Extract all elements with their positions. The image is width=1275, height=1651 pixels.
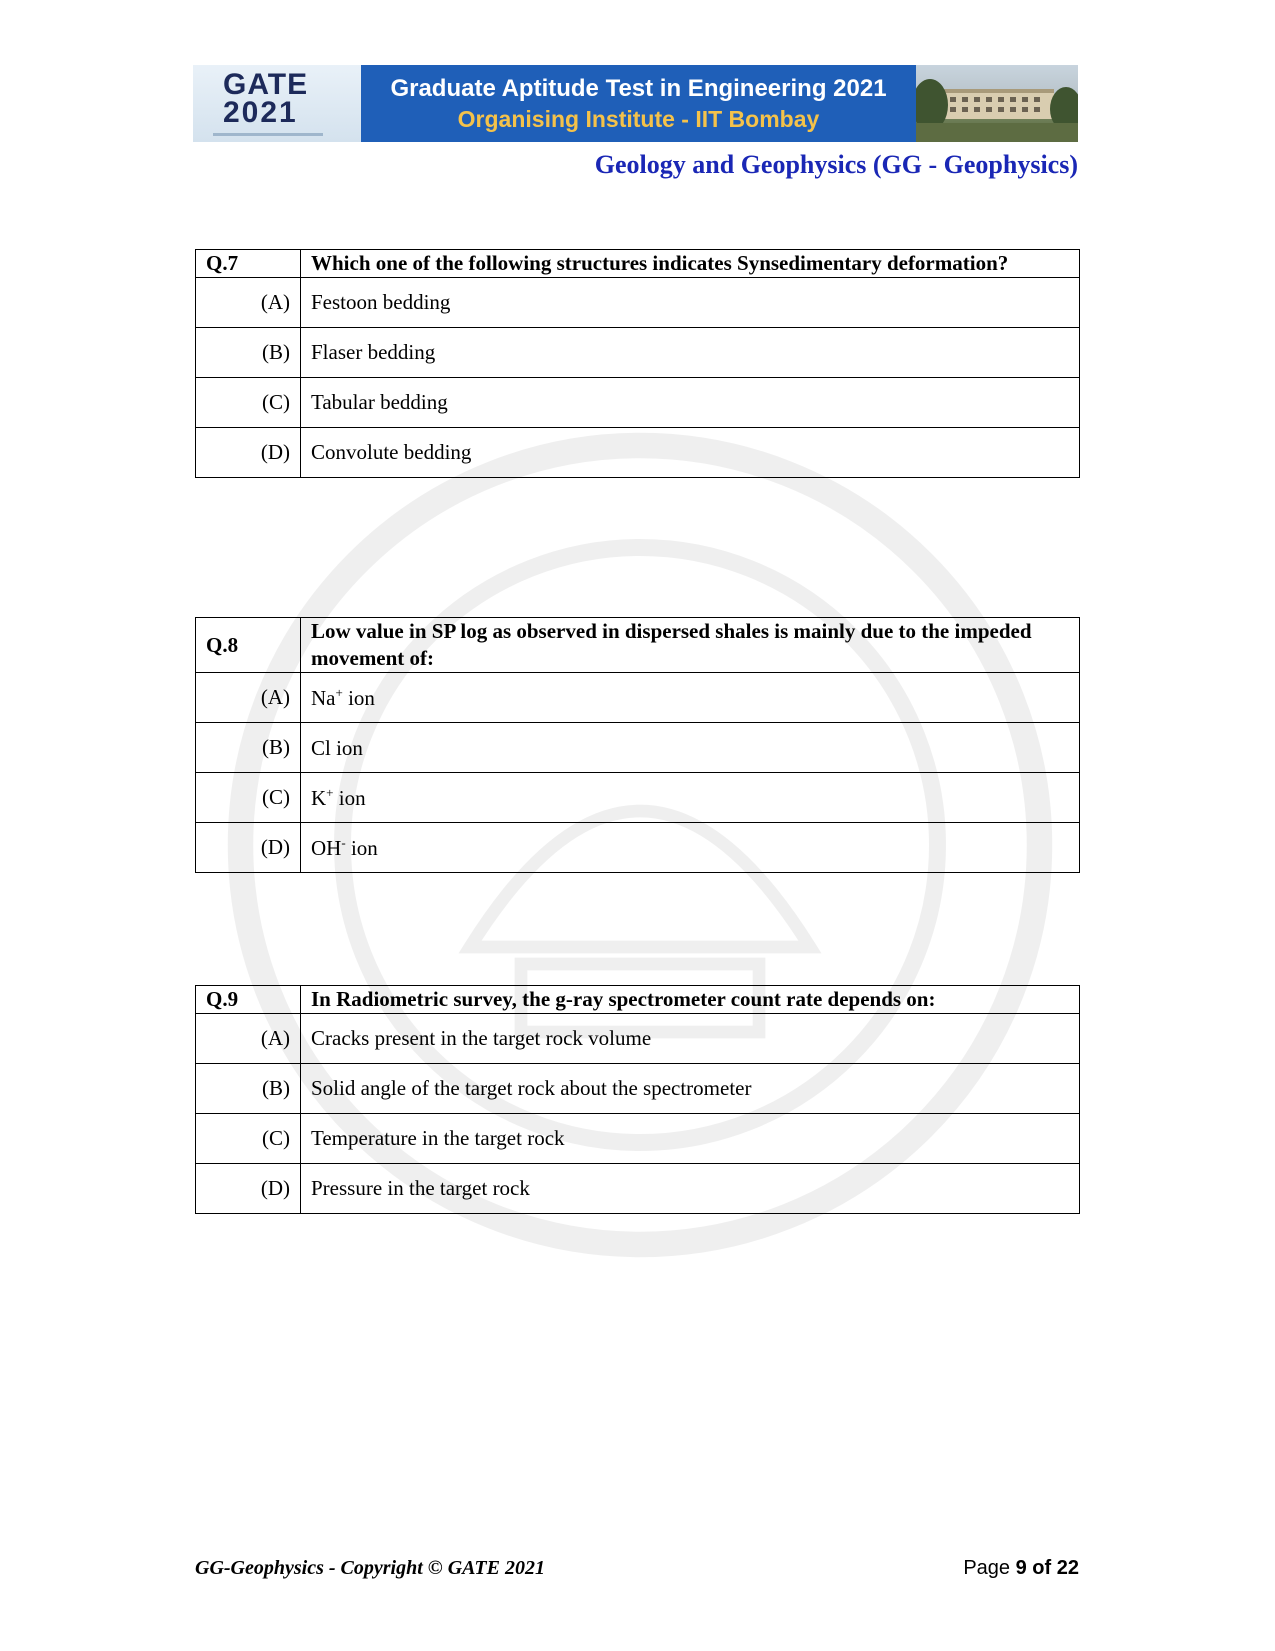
- question-row: [196, 618, 1080, 673]
- option-text: [301, 823, 1080, 873]
- question-table-q8: [195, 617, 1080, 873]
- option-text: Festoon bedding: [301, 278, 1080, 328]
- option-text: Temperature in the target rock: [301, 1114, 1080, 1164]
- ion-word: ion: [333, 785, 366, 810]
- question-number: Q.8: [196, 618, 301, 673]
- footer-copyright: GG-Geophysics - Copyright © GATE 2021: [195, 1557, 545, 1579]
- option-text: Pressure in the target rock: [301, 1164, 1080, 1214]
- option-row: [196, 428, 1080, 478]
- banner-title-line1: Graduate Aptitude Test in Engineering 2021: [390, 74, 887, 102]
- question-stem: In Radiometric survey, the g-ray spectrometer count rate depends on:: [301, 986, 1080, 1014]
- option-text: Solid angle of the target rock about the spectrometer: [301, 1064, 1080, 1114]
- question-stem: Which one of the following structures indicates Synsedimentary deformation?: [301, 250, 1080, 278]
- page-number: [963, 1557, 1079, 1580]
- option-row: [196, 823, 1080, 873]
- option-label: (B): [196, 723, 301, 773]
- ion-charge: +: [326, 784, 334, 800]
- option-row: [196, 278, 1080, 328]
- ion-symbol: K: [311, 785, 327, 810]
- option-row: [196, 328, 1080, 378]
- ion-word: ion: [330, 735, 363, 760]
- option-text: Tabular bedding: [301, 378, 1080, 428]
- option-row: [196, 723, 1080, 773]
- option-text: [301, 673, 1080, 723]
- option-text: [301, 723, 1080, 773]
- banner-title-line2: Organising Institute - IIT Bombay: [457, 105, 820, 132]
- option-label: (A): [196, 278, 301, 328]
- option-label: (A): [196, 673, 301, 723]
- option-text: Cracks present in the target rock volume: [301, 1014, 1080, 1064]
- question-stem: Low value in SP log as observed in dispersed shales is mainly due to the impeded movement of:: [301, 618, 1080, 673]
- header-banner: [193, 65, 1078, 142]
- page-of: of: [1032, 1557, 1052, 1579]
- ion-symbol: Cl: [311, 735, 331, 760]
- option-row: [196, 1164, 1080, 1214]
- option-label: (B): [196, 328, 301, 378]
- option-row: [196, 673, 1080, 723]
- option-label: (D): [196, 428, 301, 478]
- institute-building-photo: [916, 65, 1078, 142]
- option-label: (A): [196, 1014, 301, 1064]
- question-table-q7: [195, 249, 1080, 478]
- question-row: [196, 986, 1080, 1014]
- option-label: (D): [196, 1164, 301, 1214]
- option-row: [196, 1114, 1080, 1164]
- subject-title: Geology and Geophysics (GG - Geophysics): [594, 150, 1078, 179]
- option-label: (D): [196, 823, 301, 873]
- logo-year: 2021: [223, 96, 298, 129]
- ion-symbol: OH: [311, 835, 342, 860]
- ion-word: ion: [342, 685, 375, 710]
- question-number: Q.9: [196, 986, 301, 1014]
- ion-charge: +: [335, 684, 343, 700]
- gate-logo: [193, 65, 361, 142]
- option-row: [196, 773, 1080, 823]
- option-row: [196, 378, 1080, 428]
- page-prefix: Page: [963, 1557, 1011, 1579]
- option-label: (C): [196, 378, 301, 428]
- page-current: 9: [1015, 1557, 1027, 1579]
- ion-symbol: Na: [311, 685, 336, 710]
- option-row: [196, 1014, 1080, 1064]
- question-row: [196, 250, 1080, 278]
- page-total: 22: [1056, 1557, 1079, 1579]
- banner-title: [361, 65, 916, 142]
- logo-strip: [213, 133, 323, 136]
- option-row: [196, 1064, 1080, 1114]
- question-number: Q.7: [196, 250, 301, 278]
- ion-word: ion: [345, 835, 378, 860]
- option-label: (C): [196, 1114, 301, 1164]
- option-text: Convolute bedding: [301, 428, 1080, 478]
- option-label: (C): [196, 773, 301, 823]
- question-table-q9: [195, 985, 1080, 1214]
- option-label: (B): [196, 1064, 301, 1114]
- logo-text: GATE: [223, 68, 309, 101]
- ion-charge: -: [341, 834, 346, 850]
- option-text: [301, 773, 1080, 823]
- option-text: Flaser bedding: [301, 328, 1080, 378]
